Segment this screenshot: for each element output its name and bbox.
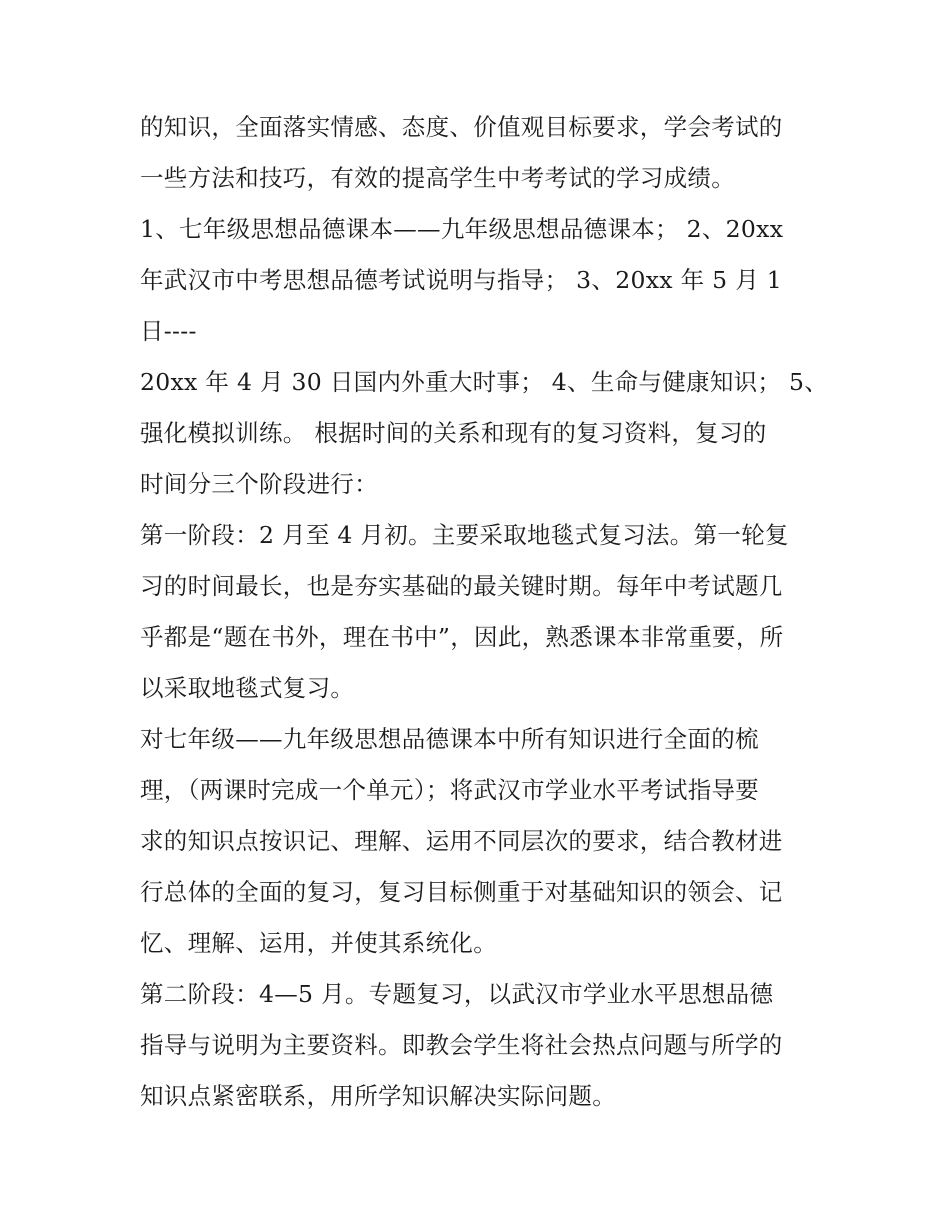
text-line-2: 一些方法和技巧，有效的提高学生中考考试的学习成绩。 [140, 164, 735, 192]
text-line-19: 指导与说明为主要资料。即教会学生将社会热点问题与所学的 [140, 1031, 783, 1059]
text-line-14: 理，（两课时完成一个单元）；将武汉市学业水平考试指导要 [140, 776, 760, 804]
text-line-16: 行总体的全面的复习，复习目标侧重于对基础知识的领会、记 [140, 878, 783, 906]
text-line-13: 对七年级——九年级思想品德课本中所有知识进行全面的梳 [140, 725, 759, 753]
text-line-20: 知识点紧密联系，用所学知识解决实际问题。 [140, 1082, 616, 1110]
document-body [140, 102, 829, 1122]
text-line-8: 时间分三个阶段进行： [140, 470, 378, 498]
text-line-10: 习的时间最长，也是夯实基础的最关键时期。每年中考试题几 [140, 572, 783, 600]
text-line-17: 忆、理解、运用，并使其系统化。 [140, 929, 497, 957]
text-line-4: 年武汉市中考思想品德考试说明与指导； 3、20xx 年 5 月 1 [140, 266, 783, 294]
text-line-1: 的知识，全面落实情感、态度、价值观目标要求，学会考试的 [140, 113, 783, 141]
text-line-3: 1、七年级思想品德课本——九年级思想品德课本； 2、20xx [140, 215, 784, 243]
text-line-9: 第一阶段：2 月至 4 月初。主要采取地毯式复习法。第一轮复 [140, 521, 789, 549]
text-line-18: 第二阶段：4—5 月。专题复习，以武汉市学业水平思想品德 [140, 980, 774, 1008]
text-line-5: 日---- [140, 317, 197, 345]
text-line-12: 以采取地毯式复习。 [140, 674, 355, 702]
text-line-11: 乎都是“题在书外，理在书中”，因此，熟悉课本非常重要，所 [140, 623, 784, 651]
text-line-15: 求的知识点按识记、理解、运用不同层次的要求，结合教材进 [140, 827, 783, 855]
text-line-6: 20xx 年 4 月 30 日国内外重大时事； 4、生命与健康知识； 5、 [140, 368, 829, 396]
text-line-7: 强化模拟训练。 根据时间的关系和现有的复习资料，复习的 [140, 419, 767, 447]
